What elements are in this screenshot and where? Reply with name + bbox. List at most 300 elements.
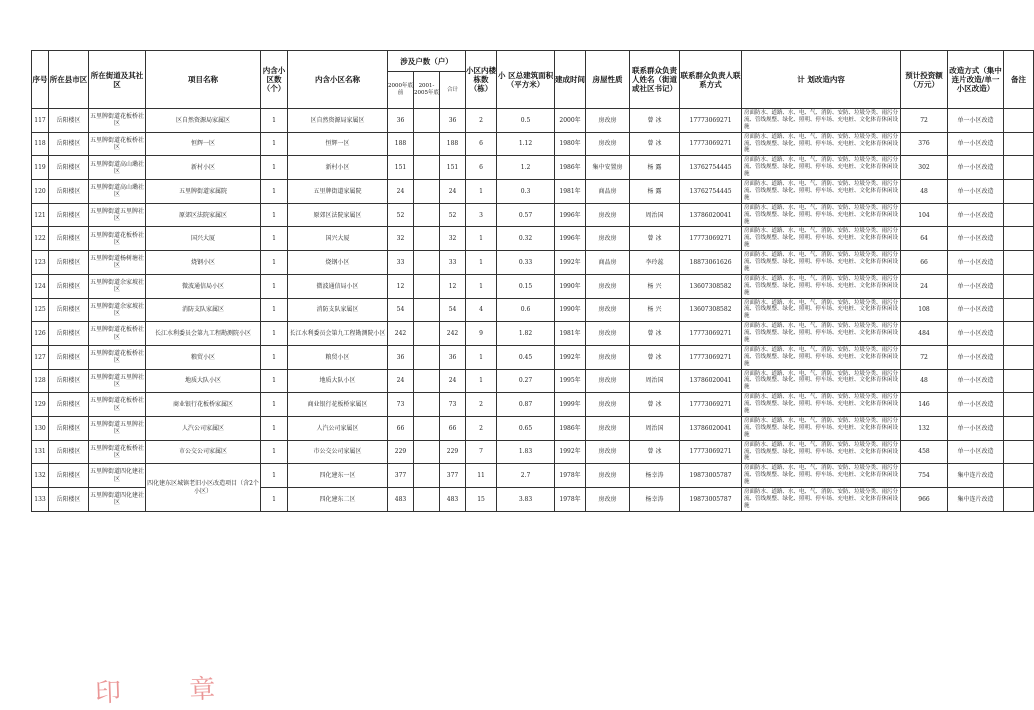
row-street: 五里牌街道花板桥社区 — [89, 440, 146, 464]
row-plan: 房面防水、道路、水、电、气、消防、安防、垃圾分类、雨污分流、管线规整、绿化、照明、停车场、充电桩、文化体育休闲设施 — [742, 203, 901, 227]
row-buildings: 1 — [466, 274, 497, 298]
row-built: 1978年 — [555, 464, 586, 488]
row-project: 消防支队家属区 — [146, 298, 261, 322]
row-mode: 单一小区改造 — [948, 227, 1004, 251]
row-project: 人汽公司家属区 — [146, 416, 261, 440]
row-remark — [1004, 440, 1034, 464]
row-contact-phone: 18873061626 — [680, 251, 742, 275]
row-contact-name: 周治国 — [630, 416, 680, 440]
row-count: 1 — [261, 109, 288, 133]
row-plan: 房面防水、道路、水、电、气、消防、安防、垃圾分类、雨污分流、管线规整、绿化、照明、停车场、充电桩、文化体育休闲设施 — [742, 156, 901, 180]
row-seq: 123 — [32, 251, 49, 275]
row-built: 1990年 — [555, 298, 586, 322]
row-area: 1.2 — [497, 156, 555, 180]
row-plan: 房面防水、道路、水、电、气、消防、安防、垃圾分类、雨污分流、管线规整、绿化、照明、停车场、充电桩、文化体育休闲设施 — [742, 132, 901, 156]
table-row — [32, 156, 1034, 180]
row-contact-phone: 13607308582 — [680, 274, 742, 298]
row-area: 0.33 — [497, 251, 555, 275]
row-hh-2001 — [414, 132, 440, 156]
row-buildings: 3 — [466, 203, 497, 227]
row-county: 岳阳楼区 — [49, 109, 89, 133]
row-mode: 单一小区改造 — [948, 440, 1004, 464]
row-contact-name: 曾 冰 — [630, 322, 680, 346]
header-built: 建成时间 — [555, 51, 586, 109]
row-built: 1992年 — [555, 251, 586, 275]
row-mode: 单一小区改造 — [948, 132, 1004, 156]
row-plan: 房面防水、道路、水、电、气、消防、安防、垃圾分类、雨污分流、管线规整、绿化、照明、停车场、充电桩、文化体育休闲设施 — [742, 298, 901, 322]
row-invest: 966 — [901, 488, 948, 512]
header-contains-name: 内含小区名称 — [288, 51, 388, 109]
row-contact-name: 曾 冰 — [630, 345, 680, 369]
row-hh-2001 — [414, 322, 440, 346]
row-count: 1 — [261, 416, 288, 440]
row-plan: 房面防水、道路、水、电、气、消防、安防、垃圾分类、雨污分流、管线规整、绿化、照明、停车场、充电桩、文化体育休闲设施 — [742, 393, 901, 417]
row-nature: 房改房 — [586, 109, 630, 133]
table-row — [32, 132, 1034, 156]
row-nature: 商品房 — [586, 180, 630, 204]
table-row — [32, 274, 1034, 298]
row-invest: 104 — [901, 203, 948, 227]
row-hh-total: 32 — [440, 227, 466, 251]
row-county: 岳阳楼区 — [49, 345, 89, 369]
row-hh-total: 229 — [440, 440, 466, 464]
row-hh-2001 — [414, 440, 440, 464]
row-nature: 房改房 — [586, 132, 630, 156]
row-count: 1 — [261, 393, 288, 417]
row-nature: 集中安置房 — [586, 156, 630, 180]
row-contact-phone: 19873005787 — [680, 464, 742, 488]
row-plan: 房面防水、道路、水、电、气、消防、安防、垃圾分类、雨污分流、管线规整、绿化、照明、停车场、充电桩、文化体育休闲设施 — [742, 488, 901, 512]
row-count: 1 — [261, 251, 288, 275]
row-contact-name: 曾 冰 — [630, 132, 680, 156]
row-project: 市公交公司家属区 — [146, 440, 261, 464]
row-area: 0.5 — [497, 109, 555, 133]
row-subname: 原郊区法院家属区 — [288, 203, 388, 227]
row-seq: 127 — [32, 345, 49, 369]
row-buildings: 15 — [466, 488, 497, 512]
row-seq: 124 — [32, 274, 49, 298]
row-remark — [1004, 393, 1034, 417]
row-buildings: 2 — [466, 416, 497, 440]
row-hh-total: 242 — [440, 322, 466, 346]
row-hh-total: 33 — [440, 251, 466, 275]
header-contact-phone: 联系群众负责人联系方式 — [680, 51, 742, 109]
header-mode: 改造方式（集中连片改造/单一小区改造） — [948, 51, 1004, 109]
row-county: 岳阳楼区 — [49, 227, 89, 251]
row-nature: 房改房 — [586, 440, 630, 464]
row-hh-2000: 483 — [388, 488, 414, 512]
row-built: 1995年 — [555, 369, 586, 393]
row-hh-2000: 52 — [388, 203, 414, 227]
row-hh-2000: 36 — [388, 345, 414, 369]
row-project: 原郊区法院家属区 — [146, 203, 261, 227]
row-subname: 粮贸小区 — [288, 345, 388, 369]
row-built: 1992年 — [555, 345, 586, 369]
row-seq: 128 — [32, 369, 49, 393]
row-area: 1.12 — [497, 132, 555, 156]
row-built: 1978年 — [555, 488, 586, 512]
table-row — [32, 393, 1034, 417]
row-plan: 房面防水、道路、水、电、气、消防、安防、垃圾分类、雨污分流、管线规整、绿化、照明、停车场、充电桩、文化体育休闲设施 — [742, 416, 901, 440]
row-area: 0.6 — [497, 298, 555, 322]
row-contact-name: 曾 冰 — [630, 440, 680, 464]
table-body — [32, 109, 1034, 512]
row-invest: 48 — [901, 180, 948, 204]
row-buildings: 4 — [466, 298, 497, 322]
row-hh-2001 — [414, 298, 440, 322]
row-buildings: 2 — [466, 109, 497, 133]
row-nature: 商品房 — [586, 251, 630, 275]
row-count: 1 — [261, 488, 288, 512]
row-project: 商业银行花板桥家属区 — [146, 393, 261, 417]
row-invest: 146 — [901, 393, 948, 417]
row-remark — [1004, 416, 1034, 440]
row-hh-2001 — [414, 203, 440, 227]
row-street: 五里牌街道花板桥社区 — [89, 345, 146, 369]
row-contact-name: 曾 冰 — [630, 393, 680, 417]
row-contact-name: 周治国 — [630, 203, 680, 227]
row-street: 五里牌街道余家坡社区 — [89, 274, 146, 298]
row-project: 区自然资源局家属区 — [146, 109, 261, 133]
row-hh-2000: 36 — [388, 109, 414, 133]
row-seq: 132 — [32, 464, 49, 488]
row-project: 新村小区 — [146, 156, 261, 180]
row-buildings: 6 — [466, 132, 497, 156]
row-hh-total: 52 — [440, 203, 466, 227]
row-county: 岳阳楼区 — [49, 156, 89, 180]
row-count: 1 — [261, 464, 288, 488]
row-area: 1.82 — [497, 322, 555, 346]
row-street: 五里牌街道高山墈社区 — [89, 156, 146, 180]
row-nature: 房改房 — [586, 369, 630, 393]
row-invest: 458 — [901, 440, 948, 464]
row-count: 1 — [261, 440, 288, 464]
row-street: 五里牌街道四化建社区 — [89, 464, 146, 488]
row-project: 国兴大厦 — [146, 227, 261, 251]
row-subname: 四化建东二区 — [288, 488, 388, 512]
row-hh-2001 — [414, 227, 440, 251]
row-contact-name: 杨 兴 — [630, 274, 680, 298]
row-remark — [1004, 203, 1034, 227]
row-street: 五里牌街道花板桥社区 — [89, 109, 146, 133]
row-built: 1996年 — [555, 227, 586, 251]
row-area: 0.45 — [497, 345, 555, 369]
row-remark — [1004, 345, 1034, 369]
row-area: 0.27 — [497, 369, 555, 393]
row-hh-2001 — [414, 274, 440, 298]
row-mode: 单一小区改造 — [948, 345, 1004, 369]
header-remark: 备注 — [1004, 51, 1034, 109]
row-street: 五里牌街道高山墈社区 — [89, 180, 146, 204]
row-nature: 房改房 — [586, 416, 630, 440]
row-nature: 房改房 — [586, 488, 630, 512]
row-hh-2000: 12 — [388, 274, 414, 298]
row-street: 五里牌街道花板桥社区 — [89, 322, 146, 346]
row-contact-name: 杨 露 — [630, 156, 680, 180]
table-row — [32, 180, 1034, 204]
row-plan: 房面防水、道路、水、电、气、消防、安防、垃圾分类、雨污分流、管线规整、绿化、照明、停车场、充电桩、文化体育休闲设施 — [742, 227, 901, 251]
table-row — [32, 440, 1034, 464]
row-contact-phone: 13762754445 — [680, 156, 742, 180]
row-nature: 房改房 — [586, 322, 630, 346]
row-hh-total: 24 — [440, 369, 466, 393]
row-mode: 单一小区改造 — [948, 393, 1004, 417]
row-plan: 房面防水、道路、水、电、气、消防、安防、垃圾分类、雨污分流、管线规整、绿化、照明、停车场、充电桩、文化体育休闲设施 — [742, 180, 901, 204]
row-remark — [1004, 298, 1034, 322]
row-county: 岳阳楼区 — [49, 132, 89, 156]
row-mode: 单一小区改造 — [948, 156, 1004, 180]
red-stamp-partial: 印 章 — [94, 673, 246, 709]
row-plan: 房面防水、道路、水、电、气、消防、安防、垃圾分类、雨污分流、管线规整、绿化、照明、停车场、充电桩、文化体育休闲设施 — [742, 464, 901, 488]
row-seq: 119 — [32, 156, 49, 180]
row-invest: 302 — [901, 156, 948, 180]
row-buildings: 6 — [466, 156, 497, 180]
row-remark — [1004, 369, 1034, 393]
row-contact-name: 杨 露 — [630, 180, 680, 204]
row-invest: 72 — [901, 109, 948, 133]
row-county: 岳阳楼区 — [49, 298, 89, 322]
row-hh-2000: 242 — [388, 322, 414, 346]
table-row — [32, 416, 1034, 440]
row-subname: 烧钢小区 — [288, 251, 388, 275]
table-row — [32, 345, 1034, 369]
row-hh-2000: 188 — [388, 132, 414, 156]
row-project: 四化建东区城镇老旧小区改造项目（含2个小区） — [146, 464, 261, 511]
row-plan: 房面防水、道路、水、电、气、消防、安防、垃圾分类、雨污分流、管线规整、绿化、照明、停车场、充电桩、文化体育休闲设施 — [742, 345, 901, 369]
row-county: 岳阳楼区 — [49, 393, 89, 417]
row-contact-phone: 17773069271 — [680, 227, 742, 251]
row-hh-2001 — [414, 109, 440, 133]
row-built: 1986年 — [555, 156, 586, 180]
row-area: 3.83 — [497, 488, 555, 512]
row-contact-phone: 17773069271 — [680, 109, 742, 133]
header-project: 项目名称 — [146, 51, 261, 109]
row-mode: 单一小区改造 — [948, 109, 1004, 133]
row-remark — [1004, 488, 1034, 512]
row-invest: 376 — [901, 132, 948, 156]
row-count: 1 — [261, 227, 288, 251]
row-street: 五里牌街道五里牌社区 — [89, 416, 146, 440]
row-hh-total: 377 — [440, 464, 466, 488]
row-invest: 132 — [901, 416, 948, 440]
row-contact-phone: 17773069271 — [680, 132, 742, 156]
header-hh-2001: 2001-2005年底 — [414, 72, 440, 109]
row-area: 0.15 — [497, 274, 555, 298]
row-project: 微波通信局小区 — [146, 274, 261, 298]
row-mode: 单一小区改造 — [948, 180, 1004, 204]
row-county: 岳阳楼区 — [49, 464, 89, 488]
row-contact-name: 曾 冰 — [630, 109, 680, 133]
row-nature: 房改房 — [586, 393, 630, 417]
table-row — [32, 203, 1034, 227]
row-invest: 64 — [901, 227, 948, 251]
row-hh-2001 — [414, 416, 440, 440]
row-hh-2000: 32 — [388, 227, 414, 251]
renovation-table-sheet — [31, 50, 1027, 512]
row-remark — [1004, 132, 1034, 156]
row-county: 岳阳楼区 — [49, 416, 89, 440]
row-buildings: 1 — [466, 345, 497, 369]
row-subname: 区自然资源局家属区 — [288, 109, 388, 133]
row-contact-name: 周治国 — [630, 369, 680, 393]
header-plan: 计 划改造内容 — [742, 51, 901, 109]
row-hh-2001 — [414, 464, 440, 488]
row-count: 1 — [261, 180, 288, 204]
row-remark — [1004, 274, 1034, 298]
row-contact-phone: 17773069271 — [680, 345, 742, 369]
row-remark — [1004, 322, 1034, 346]
row-hh-2001 — [414, 345, 440, 369]
row-county: 岳阳楼区 — [49, 251, 89, 275]
row-count: 1 — [261, 345, 288, 369]
renovation-table — [31, 50, 1034, 512]
row-mode: 集中连片改造 — [948, 488, 1004, 512]
table-row — [32, 322, 1034, 346]
row-seq: 125 — [32, 298, 49, 322]
row-subname: 微波通信局小区 — [288, 274, 388, 298]
row-invest: 66 — [901, 251, 948, 275]
row-area: 0.87 — [497, 393, 555, 417]
row-hh-2000: 377 — [388, 464, 414, 488]
row-invest: 24 — [901, 274, 948, 298]
row-hh-total: 36 — [440, 345, 466, 369]
row-plan: 房面防水、道路、水、电、气、消防、安防、垃圾分类、雨污分流、管线规整、绿化、照明、停车场、充电桩、文化体育休闲设施 — [742, 251, 901, 275]
table-row — [32, 227, 1034, 251]
row-mode: 单一小区改造 — [948, 322, 1004, 346]
row-hh-total: 54 — [440, 298, 466, 322]
row-hh-total: 36 — [440, 109, 466, 133]
row-hh-2001 — [414, 180, 440, 204]
row-subname: 五里牌街道家属院 — [288, 180, 388, 204]
row-contact-name: 曾 冰 — [630, 227, 680, 251]
row-street: 五里牌街道杨树塘社区 — [89, 251, 146, 275]
row-hh-total: 66 — [440, 416, 466, 440]
row-invest: 108 — [901, 298, 948, 322]
row-count: 1 — [261, 274, 288, 298]
row-mode: 单一小区改造 — [948, 416, 1004, 440]
header-contact-name: 联系群众负责人姓名（街道或社区书记） — [630, 51, 680, 109]
row-built: 1996年 — [555, 203, 586, 227]
row-project: 地质大队小区 — [146, 369, 261, 393]
row-contact-name: 杨幸涛 — [630, 464, 680, 488]
table-row — [32, 369, 1034, 393]
row-area: 0.57 — [497, 203, 555, 227]
row-seq: 122 — [32, 227, 49, 251]
row-contact-phone: 13607308582 — [680, 298, 742, 322]
row-project: 恒辉一区 — [146, 132, 261, 156]
row-county: 岳阳楼区 — [49, 274, 89, 298]
row-hh-total: 188 — [440, 132, 466, 156]
header-nature: 房屋性质 — [586, 51, 630, 109]
header-hh-2000: 2000年底前 — [388, 72, 414, 109]
row-contact-phone: 13762754445 — [680, 180, 742, 204]
row-street: 五里牌街道余家坡社区 — [89, 298, 146, 322]
row-mode: 单一小区改造 — [948, 298, 1004, 322]
row-nature: 房改房 — [586, 464, 630, 488]
row-hh-2000: 66 — [388, 416, 414, 440]
row-buildings: 9 — [466, 322, 497, 346]
row-nature: 房改房 — [586, 298, 630, 322]
row-street: 五里牌街道五里牌社区 — [89, 369, 146, 393]
row-plan: 房面防水、道路、水、电、气、消防、安防、垃圾分类、雨污分流、管线规整、绿化、照明、停车场、充电桩、文化体育休闲设施 — [742, 322, 901, 346]
row-project: 五里牌街道家属院 — [146, 180, 261, 204]
row-count: 1 — [261, 369, 288, 393]
row-street: 五里牌街道花板桥社区 — [89, 393, 146, 417]
row-count: 1 — [261, 203, 288, 227]
row-area: 2.7 — [497, 464, 555, 488]
row-hh-2000: 33 — [388, 251, 414, 275]
row-seq: 120 — [32, 180, 49, 204]
table-row — [32, 298, 1034, 322]
row-mode: 单一小区改造 — [948, 274, 1004, 298]
row-subname: 国兴大厦 — [288, 227, 388, 251]
row-county: 岳阳楼区 — [49, 369, 89, 393]
row-street: 五里牌街道五里牌社区 — [89, 203, 146, 227]
row-mode: 单一小区改造 — [948, 369, 1004, 393]
row-hh-2001 — [414, 251, 440, 275]
row-street: 五里牌街道四化建社区 — [89, 488, 146, 512]
row-hh-total: 24 — [440, 180, 466, 204]
row-contact-name: 杨 兴 — [630, 298, 680, 322]
row-subname: 长江水利委员会第九工程勘测院小区 — [288, 322, 388, 346]
row-nature: 房改房 — [586, 274, 630, 298]
row-nature: 房改房 — [586, 345, 630, 369]
row-area: 0.3 — [497, 180, 555, 204]
row-subname: 地质大队小区 — [288, 369, 388, 393]
row-hh-2001 — [414, 393, 440, 417]
row-buildings: 2 — [466, 393, 497, 417]
header-county: 所在县市区 — [49, 51, 89, 109]
row-nature: 房改房 — [586, 227, 630, 251]
row-invest: 48 — [901, 369, 948, 393]
row-buildings: 1 — [466, 369, 497, 393]
row-hh-2000: 151 — [388, 156, 414, 180]
row-hh-total: 483 — [440, 488, 466, 512]
row-hh-2001 — [414, 156, 440, 180]
header-invest: 预计投资额（万元） — [901, 51, 948, 109]
row-remark — [1004, 180, 1034, 204]
row-contact-name: 李玲蕊 — [630, 251, 680, 275]
row-invest: 754 — [901, 464, 948, 488]
row-hh-total: 12 — [440, 274, 466, 298]
row-hh-total: 151 — [440, 156, 466, 180]
row-county: 岳阳楼区 — [49, 322, 89, 346]
row-street: 五里牌街道花板桥社区 — [89, 227, 146, 251]
row-subname: 新村小区 — [288, 156, 388, 180]
row-plan: 房面防水、道路、水、电、气、消防、安防、垃圾分类、雨污分流、管线规整、绿化、照明、停车场、充电桩、文化体育休闲设施 — [742, 274, 901, 298]
header-contains-count: 内含小区数（个） — [261, 51, 288, 109]
row-count: 1 — [261, 322, 288, 346]
row-remark — [1004, 227, 1034, 251]
row-buildings: 7 — [466, 440, 497, 464]
row-county: 岳阳楼区 — [49, 440, 89, 464]
row-hh-2000: 24 — [388, 369, 414, 393]
row-mode: 集中连片改造 — [948, 464, 1004, 488]
row-plan: 房面防水、道路、水、电、气、消防、安防、垃圾分类、雨污分流、管线规整、绿化、照明、停车场、充电桩、文化体育休闲设施 — [742, 440, 901, 464]
row-seq: 133 — [32, 488, 49, 512]
row-remark — [1004, 251, 1034, 275]
row-subname: 人汽公司家属区 — [288, 416, 388, 440]
row-nature: 房改房 — [586, 203, 630, 227]
row-area: 0.32 — [497, 227, 555, 251]
row-count: 1 — [261, 298, 288, 322]
row-hh-2000: 54 — [388, 298, 414, 322]
row-seq: 126 — [32, 322, 49, 346]
table-row — [32, 109, 1034, 133]
row-built: 1980年 — [555, 132, 586, 156]
row-remark — [1004, 109, 1034, 133]
row-count: 1 — [261, 132, 288, 156]
